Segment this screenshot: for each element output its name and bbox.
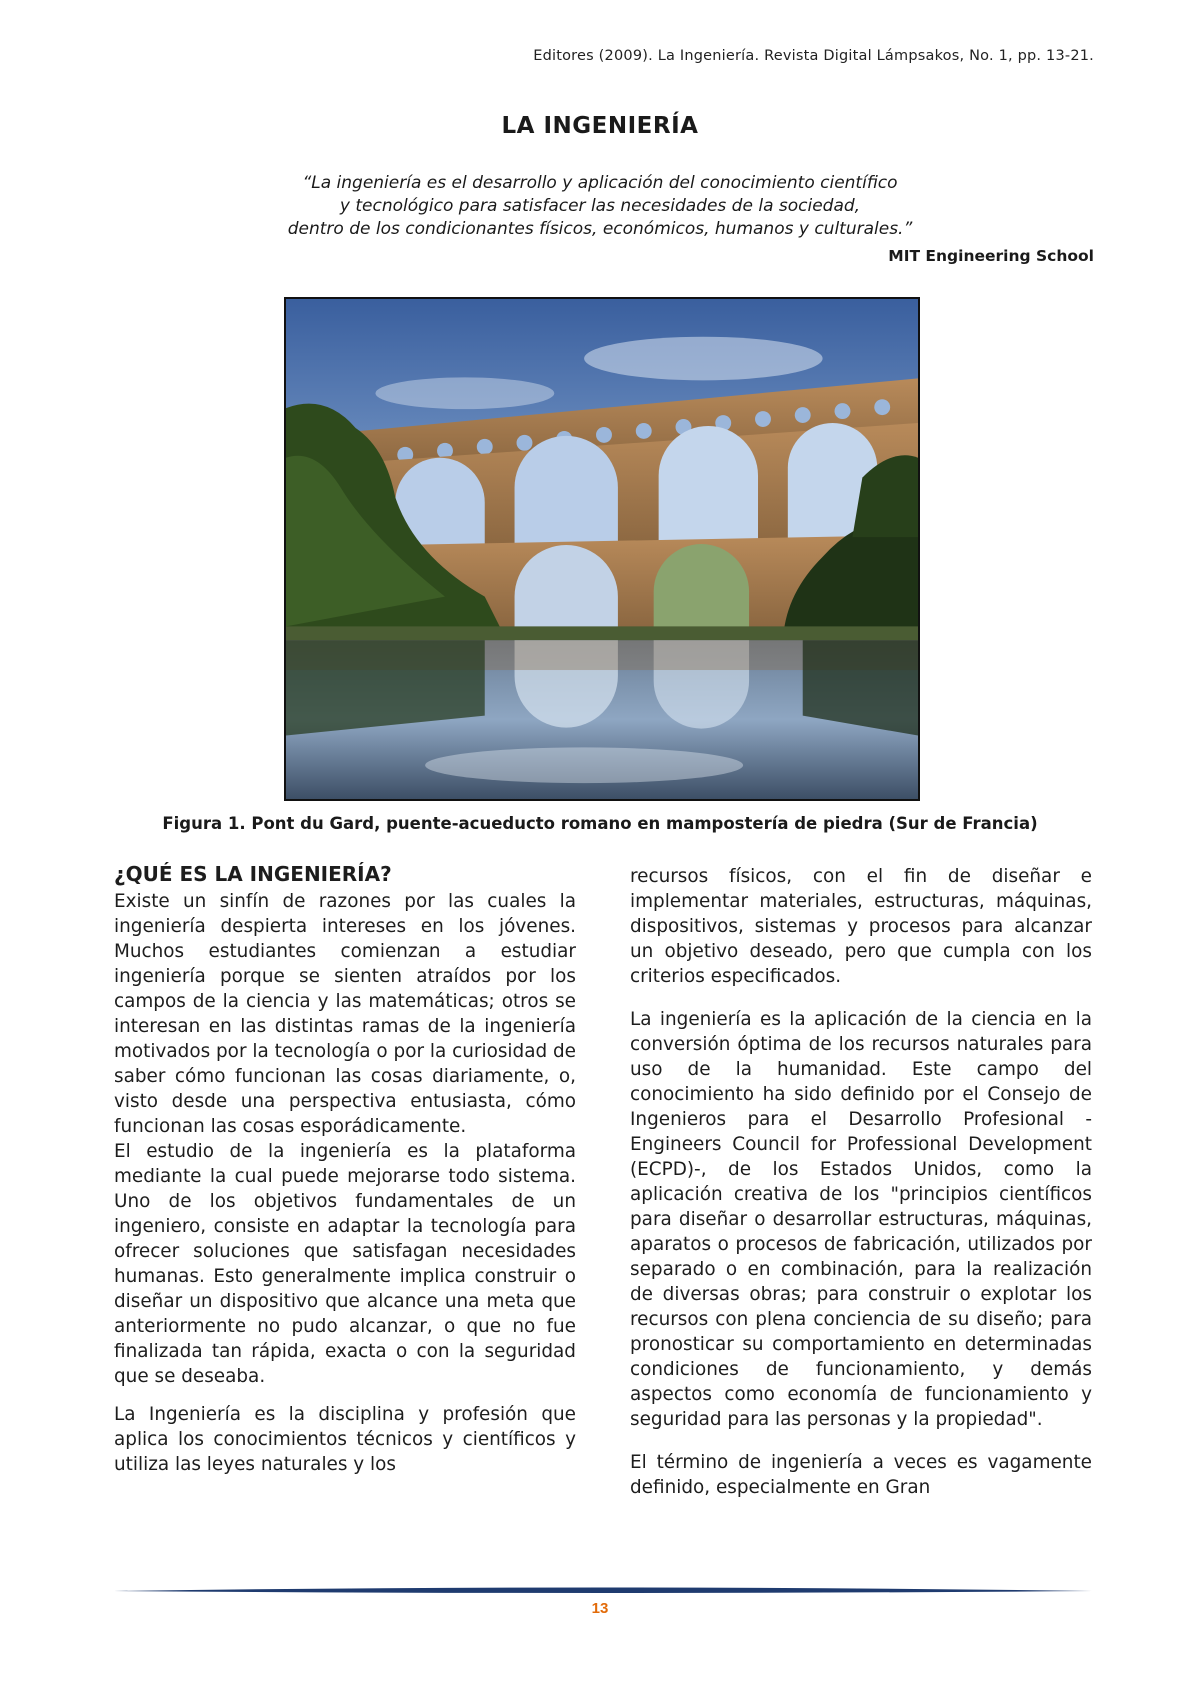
paragraph: Existe un sinfín de razones por las cuales la ingeniería despierta intereses en los jóvenes. Muchos estudiantes comienzan a estudiar ingeniería porque se sienten atraídos por los campos de la ciencia y las matemáticas; otros se interesan en las distintas ramas de la ingeniería motivados por la tecnología o por la curiosidad de saber cómo funcionan las cosas diariamente, o, visto desde una perspectiva entusiasta, cómo funcionan las cosas esporádicamente.	[114, 891, 576, 1137]
right-column	[630, 864, 1092, 1500]
epigraph-line: dentro de los condicionantes físicos, económicos, humanos y culturales.”	[287, 219, 913, 239]
paragraph: La Ingeniería es la disciplina y profesión que aplica los conocimientos técnicos y científicos y utiliza las leyes naturales y los	[114, 1404, 576, 1475]
left-column	[114, 862, 576, 1477]
running-header: Editores (2009). La Ingeniería. Revista Digital Lámpsakos, No. 1, pp. 13-21.	[533, 48, 1094, 64]
pont-du-gard-photo	[284, 297, 920, 801]
figure-caption: Figura 1. Pont du Gard, puente-acueducto romano en mampostería de piedra (Sur de Francia)	[162, 814, 1038, 833]
paragraph: El estudio de la ingeniería es la plataforma mediante la cual puede mejorarse todo sistema. Uno de los objetivos fundamentales de un ingeniero, consiste en adaptar la tecnología para ofrecer soluciones que satisfagan necesidades humanas. Esto generalmente implica construir o diseñar un dispositivo que alcance una meta que anteriormente no pudo alcanzar, o que no fue finalizada tan rápida, exacta o con la seguridad que se deseaba.	[114, 1141, 576, 1387]
page-number: 13	[591, 1600, 609, 1617]
epigraph-line: “La ingeniería es el desarrollo y aplicación del conocimiento científico	[302, 173, 898, 193]
article-title: LA INGENIERÍA	[501, 113, 699, 139]
paragraph: recursos físicos, con el fin de diseñar e implementar materiales, estructuras, máquinas, dispositivos, sistemas y procesos para alcanzar un objetivo deseado, pero que cumpla con los criterios especificados.	[630, 866, 1092, 987]
epigraph-quote	[200, 172, 1000, 241]
footer-rule	[114, 1586, 1092, 1596]
epigraph-source: MIT Engineering School	[888, 247, 1094, 265]
epigraph-line: y tecnológico para satisfacer las necesidades de la sociedad,	[339, 196, 861, 216]
paragraph: El término de ingeniería a veces es vagamente definido, especialmente en Gran	[630, 1452, 1092, 1498]
aqueduct-illustration	[286, 299, 918, 799]
paragraph: La ingeniería es la aplicación de la ciencia en la conversión óptima de los recursos naturales para uso de la humanidad. Este campo del conocimiento ha sido definido por el Consejo de Ingenieros para el Desarrollo Profesional -Engineers Council for Professional Development (ECPD)-, de los Estados Unidos, como la aplicación creativa de los "principios científicos para diseñar o desarrollar estructuras, máquinas, aparatos o procesos de fabricación, utilizados por separado o en combinación, para la realización de diversas obras; para construir o explotar los recursos con plena conciencia de su diseño; para pronosticar su comportamiento en determinadas condiciones de funcionamiento, y demás aspectos como economía de funcionamiento y seguridad para las personas y la propiedad".	[630, 1009, 1092, 1430]
section-heading: ¿QUÉ ES LA INGENIERÍA?	[114, 862, 392, 886]
